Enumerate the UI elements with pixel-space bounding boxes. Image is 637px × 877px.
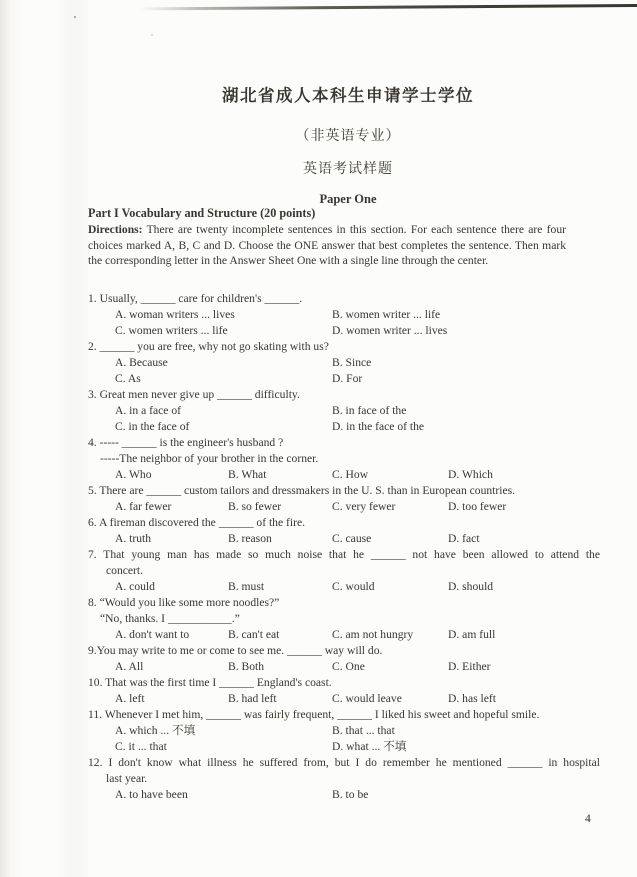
question-1 [88,291,588,339]
exam-body [88,205,600,803]
option-a: A. to have been [115,787,188,801]
option-d: D. has left [448,691,496,705]
option-grid [115,691,588,707]
option-b: B. had left [228,691,277,705]
question-stem: 8. “Would you like some more noodles?” [88,595,280,609]
option-grid [115,659,588,675]
question-stem: 11. Whenever I met him, ______ was fairly frequent, ______ I liked his sweet and hopeful smile. [88,707,540,721]
option-d: D. too fewer [448,499,507,513]
directions-label: Directions: [88,223,143,236]
option-grid [115,787,588,803]
option-grid [115,467,588,483]
question-7 [88,547,600,595]
option-d: D. should [448,579,494,593]
option-a: A. All [115,659,144,673]
option-b: B. women writer ... life [332,307,441,321]
question-8 [88,595,588,643]
option-grid [115,499,588,515]
option-c: C. women writers ... life [115,323,228,337]
question-stem: 10. That was the first time I ______ England's coast. [88,675,332,689]
question-list [88,291,600,803]
exam-header [88,82,608,207]
option-c: C. As [115,371,141,385]
question-stem: 6. A fireman discovered the ______ of the fire. [88,515,305,529]
question-stem: 2. ______ you are free, why not go skating with us? [88,339,329,353]
option-d: D. what ... 不填 [332,739,407,753]
option-d: D. fact [448,531,480,545]
question-stem: 3. Great men never give up ______ difficulty. [88,387,300,401]
option-c: C. would leave [332,691,402,705]
question-stem: 9.You may write to me or come to see me. ______ way will do. [88,643,383,657]
option-grid [115,579,588,595]
option-d: D. Which [448,467,493,481]
question-12 [88,755,600,803]
option-grid [115,723,588,755]
question-stem: 4. ----- ______ is the engineer's husband ? [88,435,284,449]
option-grid [115,355,588,387]
question-9 [88,643,588,675]
option-c: C. One [332,659,365,673]
question-stem: 5. There are ______ custom tailors and dressmakers in the U. S. than in European countries. [88,483,516,497]
option-d: D. For [332,371,363,385]
option-b: B. Both [228,659,265,673]
option-b: B. in face of the [332,403,407,417]
option-b: B. to be [332,787,369,801]
part-heading: Part I Vocabulary and Structure (20 points) [88,206,316,220]
question-6 [88,515,588,547]
option-c: C. cause [332,531,372,545]
option-b: B. can't eat [228,627,280,641]
question-stem: 7. That young man has made so much noise that he ______ not have been allowed to attend the [88,547,600,561]
exam-subtitle-cn: （非英语专业） [295,129,401,144]
question-stem-line2: “No, thanks. I ___________.” [100,611,240,625]
question-stem-line2: concert. [106,563,144,577]
question-3 [88,387,588,435]
option-grid [115,531,588,547]
directions-text: There are twenty incomplete sentences in this section. For each sentence there are four choices marked A, B, C and D. Choose the ONE answer that best completes the sentence. Then mark the corresponding letter in the Answer Sheet One with a single line through the center. [88,223,566,268]
option-grid [115,627,588,643]
exam-title-cn: 湖北省成人本科生申请学士学位 [222,86,474,105]
option-a: A. Because [115,355,168,369]
question-5 [88,483,588,515]
option-b: B. What [228,467,267,481]
option-c: C. How [332,467,369,481]
option-a: A. truth [115,531,152,545]
scan-speck [74,16,76,18]
option-d: D. in the face of the [332,419,425,433]
page-number: 4 [585,813,591,825]
question-10 [88,675,588,707]
option-a: A. don't want to [115,627,190,641]
option-a: A. could [115,579,155,593]
option-d: D. am full [448,627,496,641]
option-a: A. left [115,691,145,705]
question-stem-line2: -----The neighbor of your brother in the corner. [100,451,319,465]
option-a: A. which ... 不填 [115,723,196,737]
exam-type-cn: 英语考试样题 [303,162,393,177]
option-b: B. must [228,579,265,593]
option-b: B. Since [332,355,372,369]
option-grid [115,403,588,435]
paper-label: Paper One [319,192,377,206]
option-a: A. in a face of [115,403,181,417]
option-a: A. woman writers ... lives [115,307,235,321]
option-a: A. far fewer [115,499,172,513]
option-c: C. it ... that [115,739,167,753]
option-a: A. Who [115,467,152,481]
question-4 [88,435,588,483]
option-grid [115,307,588,339]
question-stem: 1. Usually, ______ care for children's ______. [88,291,303,305]
directions [88,222,566,269]
option-c: C. very fewer [332,499,396,513]
option-d: D. women writer ... lives [332,323,448,337]
option-c: C. would [332,579,375,593]
option-b: B. that ... that [332,723,395,737]
option-b: B. so fewer [228,499,282,513]
question-2 [88,339,588,387]
question-stem-line2: last year. [106,771,148,785]
option-d: D. Either [448,659,491,673]
scan-edge-line [140,4,637,10]
option-c: C. in the face of [115,419,190,433]
question-stem: 12. I don't know what illness he suffered from, but I do remember he mentioned ______ in hospital [88,755,600,769]
option-c: C. am not hungry [332,627,414,641]
scan-speck [151,34,153,36]
question-11 [88,707,588,755]
option-b: B. reason [228,531,272,545]
